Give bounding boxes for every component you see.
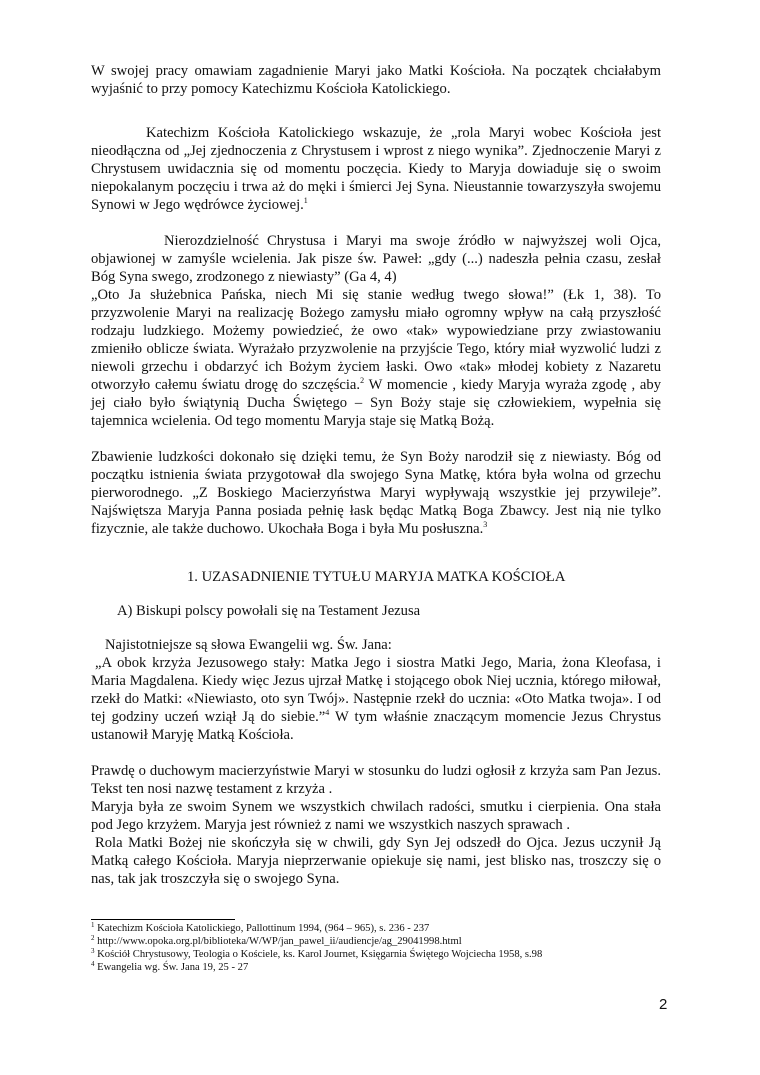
footnote-4: $^4$ Ewangelia wg. Św. Jana 19, 25 - 27 (91, 960, 249, 973)
footnotes (91, 922, 661, 974)
paragraph-text-continued: W momencie , kiedy Maryja wyraża zgodę , aby jej ciało było świątynią Ducha Świętego – Syn Boży staje się człowiekiem, wypełnia się tajemnica wcielenia. Od tego momentu Maryja staje się Matką Bożą. (91, 377, 662, 429)
paragraph-testament: Prawdę o duchowym macierzyństwie Maryi w stosunku do ludzi ogłosił z krzyża sam Pan Jezus. Tekst ten nosi nazwę testament z krzyża . (91, 763, 661, 797)
subsection-heading: A) Biskupi polscy powołali się na Testament Jezusa (117, 603, 421, 619)
quote-text: „A obok krzyża Jezusowego stały: Matka Jego i siostra Matki Jego, Maria, żona Kleofasa, i Maria Magdalena. Kiedy więc Jezus ujrzał Matkę i stojącego obok Niej ucznia, którego miłował, rzekł do Matki: «Niewiasto, oto syn Twój». Następnie rzekł do ucznia: «Oto Matka twoja». I od tej godziny uczeń wziął Ją do siebie.” (91, 655, 661, 725)
footnote-2: $^2$ http://www.opoka.org.pl/biblioteka/W/WP/jan_pawel_ii/audiencje/ag_29041998.html (91, 934, 462, 947)
paragraph-text: Katechizm Kościoła Katolickiego wskazuje, że „rola Maryi wobec Kościoła jest nieodłączna od „Jej zjednoczenia z Chrystusem i wprost z niego wynika”. Zjednoczenie Maryi z Chrystusem uwidacznia się od momentu poczęcia. Kiedy to Maryja dowiaduje się o swoim niepokalanym poczęciu i trwa aż do męki i śmierci Jej Syna. Nieustannie towarzyszyła swojemu Synowi w Jego wędrówce życiowej. (91, 125, 661, 213)
paragraph-mary-with-son: Maryja była ze swoim Synem we wszystkich chwilach radości, smutku i cierpienia. Ona stała pod Jego krzyżem. Maryja jest również z nami we wszystkich naszych sprawach . (91, 799, 661, 833)
paragraph-role: Rola Matki Bożej nie skończyła się w chwili, gdy Syn Jej odszedł do Ojca. Jezus uczynił Ją Matką całego Kościoła. Maryja nieprzerwanie opiekuje się nami, jest blisko nas, troszczy się o nas, tak jak troszczyła się o swojego Syna. (91, 835, 661, 887)
paragraph-gospel-quote (91, 654, 661, 744)
footnote-ref: 3 (483, 520, 488, 529)
paragraph-catechism (91, 124, 661, 214)
footnote-ref: 1 (303, 196, 308, 205)
main-text (91, 62, 661, 888)
intro-paragraph: W swojej pracy omawiam zagadnienie Maryi jako Matki Kościoła. Na początek chciałabym wyjaśnić to przy pomocy Katechizmu Kościoła Katolickiego. (91, 63, 661, 97)
footnote-ref: 2 (360, 376, 365, 385)
paragraph-text: Zbawienie ludzkości dokonało się dzięki temu, że Syn Boży narodził się z niewiasty. Bóg od początku istnienia świata przygotował dla swojego Syna Matkę, która była wolna od grzechu pierworodnego. „Z Boskiego Macierzyństwa Maryi wypływają wszystkie jej przywileje”. Najświętsza Maryja Panna posiada pełnię łask będąc Matką Boga Zbawcy. Jest nią nie tylko fizycznie, ale także duchowo. Ukochała Boga i była Mu posłuszna. (91, 449, 661, 537)
paragraph-text-continued: W tym właśnie znaczącym momencie Jezus Chrystus ustanowił Maryję Matką Kościoła. (91, 709, 661, 743)
section-heading: 1. UZASADNIENIE TYTUŁU MARYJA MATKA KOŚCIOŁA (187, 569, 566, 585)
paragraph-inseparability: Nierozdzielność Chrystusa i Maryi ma swoje źródło w najwyższej woli Ojca, objawionej w zamyśle wcielenia. Jak pisze św. Paweł: „gdy (...) nadeszła pełnia czasu, zesłał Bóg Syna swego, zrodzonego z niewiasty” (Ga 4, 4) (91, 233, 661, 285)
paragraph-text: „Oto Ja służebnica Pańska, niech Mi się stanie według twego słowa!” (Łk 1, 38). To przyzwolenie Maryi na realizację Bożego zamysłu miało ogromny wpływ na całą przyszłość rodzaju ludzkiego. Możemy powiedzieć, że owo «tak» wypowiedziane przy zwiastowaniu zmieniło oblicze świata. Wyrażało przyzwolenie na przyjście Tego, który miał wyzwolić ludzi z niewoli grzechu i obdarzyć ich Bożym życiem łaski. Owo «tak» młodej kobiety z Nazaretu otworzyło całemu światu drogę do szczęścia. (91, 287, 661, 393)
footnote-3: $^3$ Kościół Chrystusowy, Teologia o Kościele, ks. Karol Journet, Księgarnia Świętego Wojciecha 1958, s.98 (91, 947, 543, 960)
footnote-separator (91, 919, 235, 920)
paragraph-annunciation (91, 286, 661, 430)
footnote-1: $^1$ Katechizm Kościoła Katolickiego, Pallottinum 1994, (964 – 965), s. 236 - 237 (91, 921, 430, 934)
page-number: 2 (659, 996, 668, 1013)
paragraph-gospel-intro: Najistotniejsze są słowa Ewangelii wg. Św. Jana: (105, 637, 392, 653)
footnote-ref: 4 (325, 708, 330, 717)
paragraph-salvation (91, 448, 661, 538)
